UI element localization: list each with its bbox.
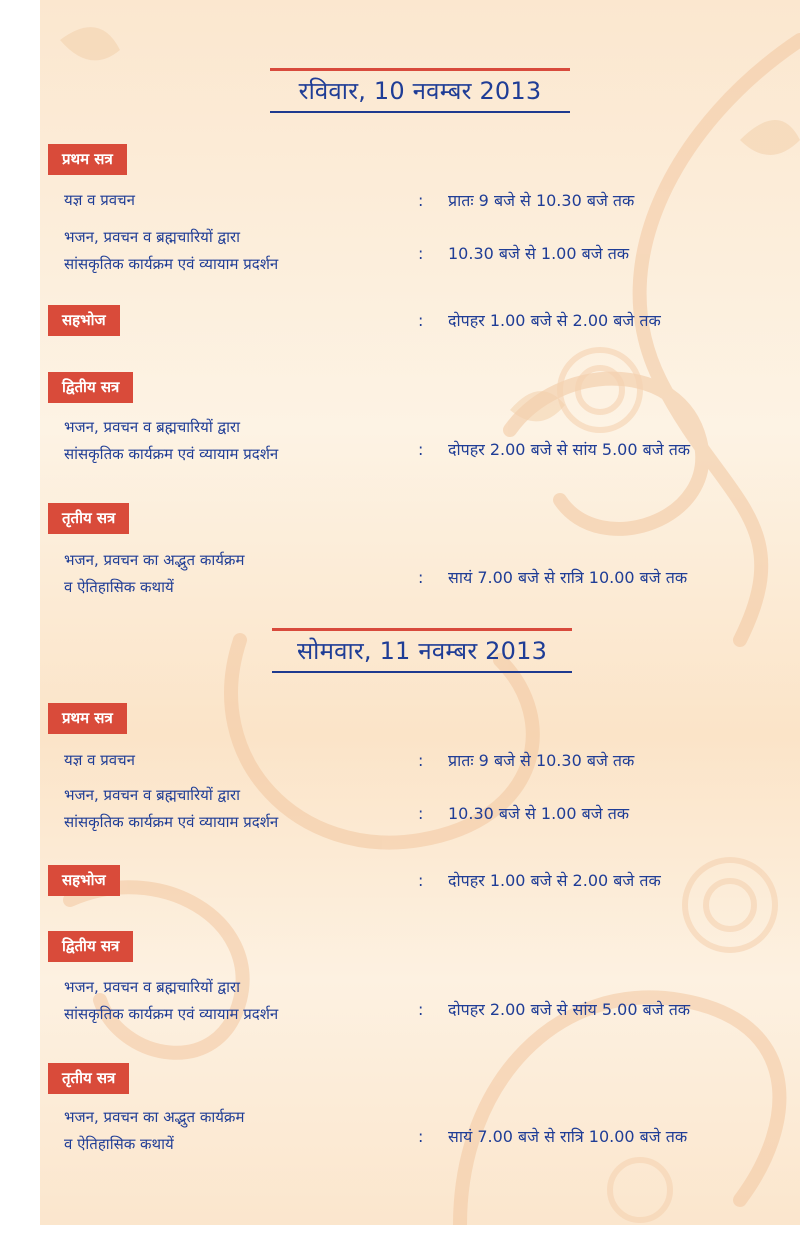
heading-bottom-rule xyxy=(270,111,570,113)
day-2-session-1-label: प्रथम सत्र xyxy=(48,703,127,734)
separator-colon: : xyxy=(418,1127,424,1146)
day-1-time-1: प्रातः 9 बजे से 10.30 बजे तक xyxy=(448,191,635,210)
day-1-meal-label: सहभोज xyxy=(48,305,120,336)
day-2-activity-2 xyxy=(64,782,278,836)
separator-colon: : xyxy=(418,871,424,890)
separator-colon: : xyxy=(418,568,424,587)
activity-line: सांसकृतिक कार्यक्रम एवं व्यायाम प्रदर्शन xyxy=(64,255,279,273)
day-2-heading xyxy=(272,628,572,673)
separator-colon: : xyxy=(418,804,424,823)
day-1-activity-3 xyxy=(64,414,278,468)
activity-line: व ऐतिहासिक कथायें xyxy=(64,1135,174,1153)
day-1-activity-1 xyxy=(64,187,135,214)
day-1-time-3: दोपहर 2.00 बजे से सांय 5.00 बजे तक xyxy=(448,440,691,459)
separator-colon: : xyxy=(418,1000,424,1019)
activity-line: भजन, प्रवचन व ब्रह्मचारियों द्वारा xyxy=(64,978,241,996)
day-2-time-3: दोपहर 2.00 बजे से सांय 5.00 बजे तक xyxy=(448,1000,691,1019)
day-1-session-2-label: द्वितीय सत्र xyxy=(48,372,133,403)
day-2-activity-3 xyxy=(64,974,278,1028)
day-2-title: सोमवार, 11 नवम्बर 2013 xyxy=(296,637,548,665)
swirl-decoration xyxy=(40,0,800,1225)
day-2-activity-1 xyxy=(64,747,135,774)
day-1-meal-time: दोपहर 1.00 बजे से 2.00 बजे तक xyxy=(448,311,661,330)
activity-line: सांसकृतिक कार्यक्रम एवं व्यायाम प्रदर्शन xyxy=(64,1005,279,1023)
day-2-session-3-label: तृतीय सत्र xyxy=(48,1063,129,1094)
activity-line: व ऐतिहासिक कथायें xyxy=(64,578,174,596)
separator-colon: : xyxy=(418,311,424,330)
day-2-time-4: सायं 7.00 बजे से रात्रि 10.00 बजे तक xyxy=(448,1127,688,1146)
day-1-heading xyxy=(270,68,570,113)
activity-line: भजन, प्रवचन का अद्भुत कार्यक्रम xyxy=(64,551,245,569)
day-2-session-2-label: द्वितीय सत्र xyxy=(48,931,133,962)
day-1-activity-4 xyxy=(64,547,244,601)
day-1-session-1-label: प्रथम सत्र xyxy=(48,144,127,175)
day-2-meal-time: दोपहर 1.00 बजे से 2.00 बजे तक xyxy=(448,871,661,890)
day-2-activity-4 xyxy=(64,1104,244,1158)
day-2-time-2: 10.30 बजे से 1.00 बजे तक xyxy=(448,804,630,823)
activity-line: यज्ञ व प्रवचन xyxy=(64,751,135,769)
schedule-page xyxy=(40,0,800,1225)
activity-line: भजन, प्रवचन का अद्भुत कार्यक्रम xyxy=(64,1108,245,1126)
day-1-time-4: सायं 7.00 बजे से रात्रि 10.00 बजे तक xyxy=(448,568,688,587)
activity-line: सांसकृतिक कार्यक्रम एवं व्यायाम प्रदर्शन xyxy=(64,445,279,463)
separator-colon: : xyxy=(418,751,424,770)
activity-line: भजन, प्रवचन व ब्रह्मचारियों द्वारा xyxy=(64,418,241,436)
activity-line: यज्ञ व प्रवचन xyxy=(64,191,135,209)
activity-line: सांसकृतिक कार्यक्रम एवं व्यायाम प्रदर्शन xyxy=(64,813,279,831)
day-1-activity-2 xyxy=(64,224,278,278)
activity-line: भजन, प्रवचन व ब्रह्मचारियों द्वारा xyxy=(64,228,241,246)
heading-bottom-rule xyxy=(272,671,572,673)
separator-colon: : xyxy=(418,191,424,210)
day-1-time-2: 10.30 बजे से 1.00 बजे तक xyxy=(448,244,630,263)
separator-colon: : xyxy=(418,440,424,459)
day-2-meal-label: सहभोज xyxy=(48,865,120,896)
activity-line: भजन, प्रवचन व ब्रह्मचारियों द्वारा xyxy=(64,786,241,804)
day-1-session-3-label: तृतीय सत्र xyxy=(48,503,129,534)
day-1-title: रविवार, 10 नवम्बर 2013 xyxy=(298,77,542,105)
day-2-time-1: प्रातः 9 बजे से 10.30 बजे तक xyxy=(448,751,635,770)
separator-colon: : xyxy=(418,244,424,263)
